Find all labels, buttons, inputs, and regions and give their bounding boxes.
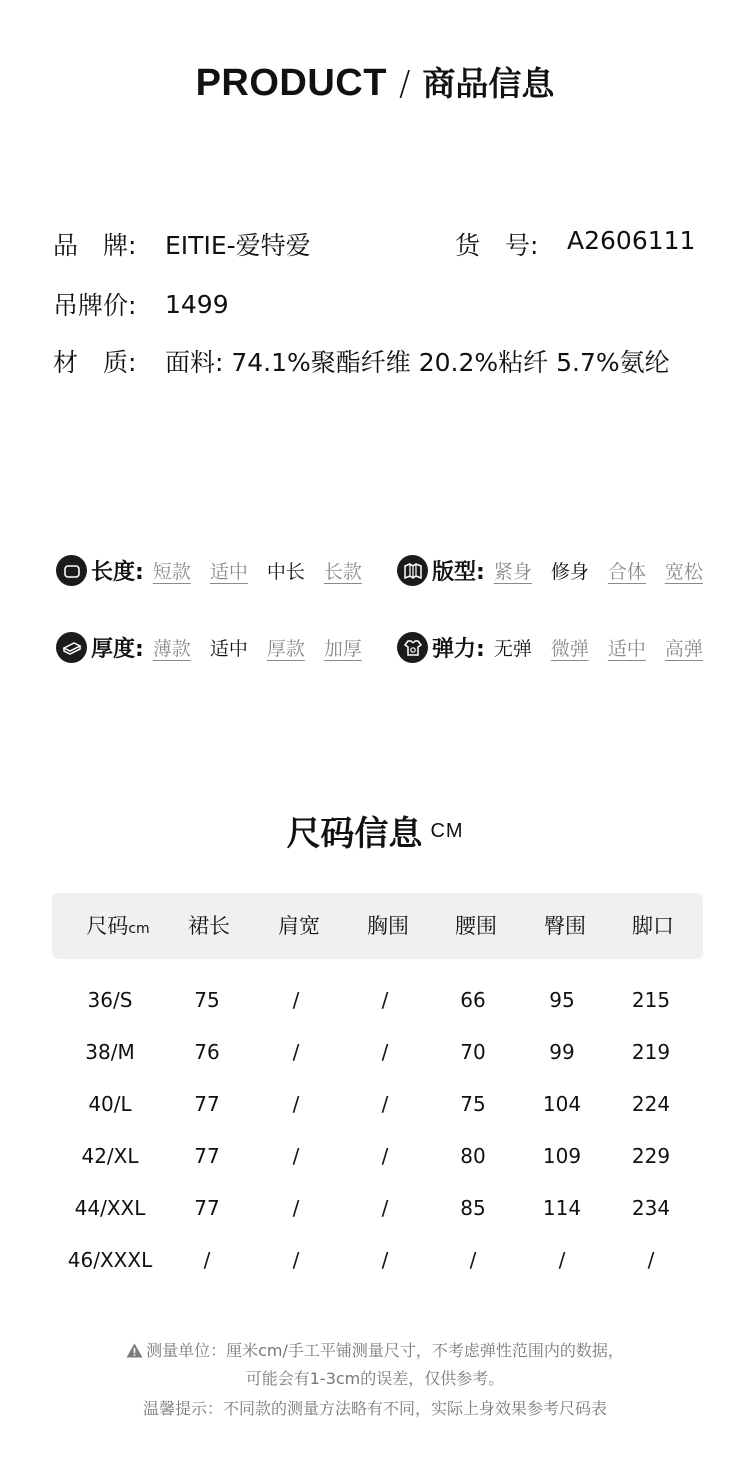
table-cell: / <box>292 1040 300 1064</box>
thickness-label: 厚度: <box>91 637 144 662</box>
table-cell: 229 <box>631 1144 671 1168</box>
table-cell: 77 <box>194 1092 220 1116</box>
header-size <box>86 893 149 959</box>
elasticity-attribute <box>397 632 703 663</box>
header-chest: 胸围 <box>367 914 409 938</box>
material-label: 材 质: <box>53 348 137 377</box>
fit-label: 版型: <box>432 560 485 585</box>
brand-label: 品 牌: <box>53 231 137 260</box>
table-cell: / <box>381 1144 389 1168</box>
table-cell: 75 <box>460 1092 486 1116</box>
table-cell: / <box>381 1248 389 1272</box>
table-cell: / <box>292 988 300 1012</box>
elasticity-option: 高弹 <box>664 638 703 660</box>
table-cell: / <box>381 1092 389 1116</box>
title-separator: / <box>398 64 411 104</box>
material-row <box>53 343 670 379</box>
size-cell: 40/L <box>88 1092 132 1116</box>
elasticity-option-selected: 无弹 <box>493 638 532 660</box>
thickness-attribute <box>56 632 362 663</box>
header-size-unit: cm <box>128 921 150 937</box>
title-cn: 商品信息 <box>422 64 555 103</box>
length-icon <box>56 555 87 586</box>
size-title-text: 尺码信息 <box>286 814 423 854</box>
size-table-header <box>52 893 703 959</box>
size-title-unit: CM <box>430 820 464 842</box>
material-value: 面料: 74.1%聚酯纤维 20.2%粘纤 5.7%氨纶 <box>165 348 670 377</box>
fit-option: 紧身 <box>493 561 532 583</box>
table-cell: 66 <box>460 988 486 1012</box>
fit-option-selected: 修身 <box>550 561 589 583</box>
thickness-icon <box>56 632 87 663</box>
length-label: 长度: <box>91 560 144 585</box>
header-shoulder: 肩宽 <box>278 914 320 938</box>
size-cell: 44/XXL <box>74 1196 146 1220</box>
table-cell: / <box>381 1040 389 1064</box>
table-cell: 114 <box>542 1196 582 1220</box>
price-value: 1499 <box>165 289 229 319</box>
table-cell: 219 <box>631 1040 671 1064</box>
table-cell: 80 <box>460 1144 486 1168</box>
table-cell: / <box>292 1196 300 1220</box>
table-cell: / <box>292 1248 300 1272</box>
elasticity-label: 弹力: <box>432 637 485 662</box>
table-cell: 85 <box>460 1196 486 1220</box>
table-cell: 75 <box>194 988 220 1012</box>
table-cell: 109 <box>542 1144 582 1168</box>
elasticity-icon <box>397 632 428 663</box>
brand-value: EITIE-爱特爱 <box>165 231 311 260</box>
length-option: 适中 <box>209 561 248 583</box>
table-cell: / <box>647 1248 655 1272</box>
size-section-title <box>0 806 750 855</box>
length-option: 短款 <box>152 561 191 583</box>
fit-option: 合体 <box>607 561 646 583</box>
thickness-option: 薄款 <box>152 638 191 660</box>
table-cell: 215 <box>631 988 671 1012</box>
item-no-value: A2606111 <box>567 226 696 255</box>
table-cell: / <box>292 1144 300 1168</box>
page-title <box>0 58 750 105</box>
header-waist: 腰围 <box>455 914 497 938</box>
table-cell: 104 <box>542 1092 582 1116</box>
item-no-row <box>455 226 695 262</box>
size-cell: 42/XL <box>81 1144 139 1168</box>
price-row <box>53 286 229 322</box>
fit-icon <box>397 555 428 586</box>
table-cell: 95 <box>549 988 575 1012</box>
fit-attribute <box>397 555 703 586</box>
length-attribute <box>56 555 362 586</box>
table-cell: / <box>558 1248 566 1272</box>
thickness-option-selected: 适中 <box>209 638 248 660</box>
table-cell: 77 <box>194 1144 220 1168</box>
price-label: 吊牌价: <box>53 291 137 320</box>
size-cell: 46/XXXL <box>67 1248 153 1272</box>
table-cell: 234 <box>631 1196 671 1220</box>
header-length: 裙长 <box>188 914 230 938</box>
table-cell: / <box>203 1248 211 1272</box>
fit-option: 宽松 <box>664 561 703 583</box>
brand-row <box>53 226 311 262</box>
note-line-1-text: 测量单位：厘米cm/手工平铺测量尺寸，不考虑弹性范围内的数据， <box>146 1341 624 1360</box>
length-option-selected: 中长 <box>266 561 305 583</box>
size-cell: 36/S <box>87 988 133 1012</box>
warning-icon <box>126 1343 143 1358</box>
table-cell: / <box>381 1196 389 1220</box>
header-hip: 臀围 <box>544 914 586 938</box>
table-cell: 77 <box>194 1196 220 1220</box>
length-option: 长款 <box>323 561 362 583</box>
elasticity-option: 微弹 <box>550 638 589 660</box>
title-en: PRODUCT <box>195 62 387 104</box>
header-hem: 脚口 <box>632 914 674 938</box>
elasticity-option: 适中 <box>607 638 646 660</box>
thickness-option: 加厚 <box>323 638 362 660</box>
table-cell: / <box>381 988 389 1012</box>
table-cell: 70 <box>460 1040 486 1064</box>
table-cell: 224 <box>631 1092 671 1116</box>
table-cell: / <box>292 1092 300 1116</box>
item-no-label: 货 号: <box>455 231 539 260</box>
note-line-2: 可能会有1-3cm的误差，仅供参考。 <box>245 1369 505 1388</box>
size-cell: 38/M <box>85 1040 135 1064</box>
table-cell: / <box>469 1248 477 1272</box>
thickness-option: 厚款 <box>266 638 305 660</box>
note-line-1 <box>0 1338 750 1361</box>
table-cell: 99 <box>549 1040 575 1064</box>
table-cell: 76 <box>194 1040 220 1064</box>
note-line-3: 温馨提示：不同款的测量方法略有不同，实际上身效果参考尺码表 <box>142 1399 607 1418</box>
header-size-text: 尺码 <box>86 914 129 938</box>
